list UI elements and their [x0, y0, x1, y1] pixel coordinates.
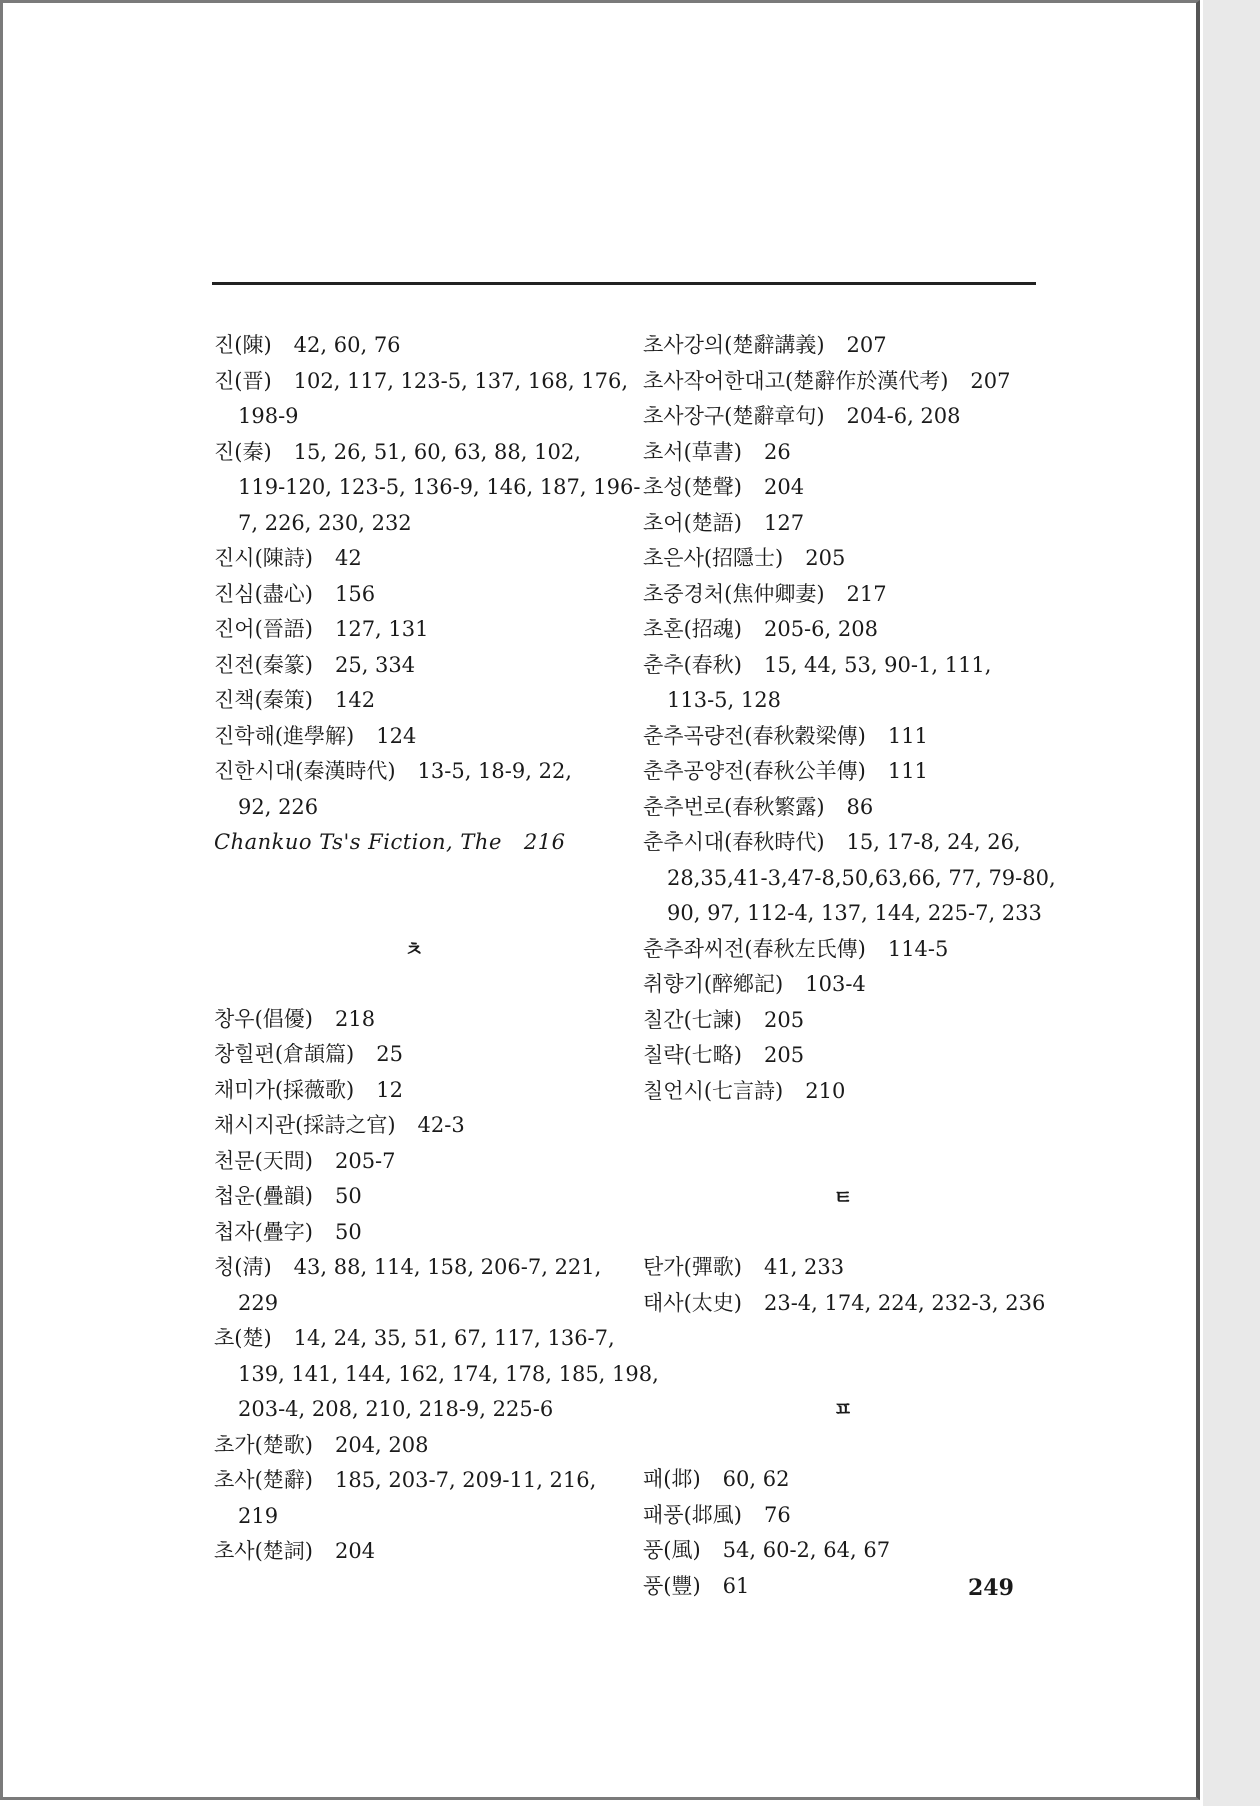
index-pages: 50 [334, 1184, 362, 1208]
index-entry [214, 1215, 614, 1251]
index-entry [214, 683, 614, 719]
index-term: 칠언시(七言詩) [643, 1078, 784, 1103]
entries-ch [214, 1002, 659, 1570]
index-pages: 205 [763, 1007, 805, 1032]
index-entry [214, 1250, 614, 1286]
index-entry [214, 825, 614, 861]
index-term: 진학해(進學解) [214, 723, 355, 748]
index-term: 진어(晉語) [214, 617, 313, 641]
index-term: 진전(秦篆) [214, 652, 313, 677]
index-pages: 217 [846, 581, 887, 606]
index-term: 춘추공양전(春秋公羊傳) [643, 759, 866, 783]
index-pages: 204, 208 [334, 1432, 429, 1457]
index-entry [643, 754, 1043, 790]
index-pages-continuation: 28,35,41-3,47-8,50,63,66, 77, 79-80, [667, 865, 1056, 890]
index-term: 춘추시대(春秋時代) [643, 830, 825, 854]
index-pages: 210 [805, 1078, 846, 1103]
index-pages: 204 [763, 475, 805, 499]
index-entry [643, 1003, 1043, 1039]
index-pages: 111 [887, 759, 928, 783]
index-pages: 156 [334, 581, 376, 606]
index-term: 칠간(七諫) [643, 1007, 742, 1032]
index-entry [643, 719, 1043, 755]
index-pages: 13-5, 18-9, 22, [417, 759, 572, 783]
index-pages: 127 [763, 510, 805, 535]
index-column-right [643, 328, 1056, 1604]
index-term: 진한시대(秦漢時代) [214, 759, 396, 783]
index-entry [214, 1002, 614, 1038]
index-entry [643, 1286, 1046, 1322]
index-entry [643, 648, 1043, 684]
index-entry [214, 1108, 614, 1144]
index-pages: 60, 62 [722, 1467, 790, 1491]
index-term: 창힐편(倉頡篇) [214, 1042, 355, 1066]
index-entry [643, 577, 1043, 613]
index-term: 초서(草書) [643, 439, 742, 464]
index-pages: 207 [970, 368, 1011, 393]
index-entry [214, 435, 614, 471]
index-pages: 54, 60-2, 64, 67 [722, 1538, 891, 1562]
index-term: 초중경처(焦仲卿妻) [643, 581, 825, 606]
index-pages: 205-7 [334, 1148, 396, 1173]
index-term: 춘추번로(春秋繁露) [643, 794, 825, 819]
index-term: 패(邶) [643, 1467, 701, 1491]
index-term: 초(楚) [214, 1326, 272, 1350]
index-pages: 15, 44, 53, 90-1, 111, [763, 652, 992, 677]
index-pages-continuation: 203-4, 208, 210, 218-9, 225-6 [238, 1397, 554, 1421]
index-pages: 127, 131 [334, 617, 429, 641]
index-term: 초어(楚語) [643, 510, 742, 535]
index-pages-continuation: 92, 226 [238, 794, 319, 819]
section-heading: ㅊ [404, 936, 424, 961]
index-pages: 111 [887, 723, 928, 748]
index-term: 춘추곡량전(春秋穀梁傳) [643, 723, 866, 748]
index-entry [214, 1179, 614, 1215]
index-pages: 42 [334, 546, 362, 570]
entries-jin [214, 328, 641, 825]
index-term: 춘추좌씨전(春秋左氏傳) [643, 936, 866, 961]
index-pages: 204 [334, 1539, 376, 1563]
index-term: 초은사(招隱士) [643, 546, 784, 570]
index-pages: 114-5 [887, 936, 949, 961]
index-column-left [214, 328, 659, 1570]
index-entry [643, 364, 1043, 400]
index-entry [643, 1533, 1043, 1569]
index-entry [214, 1073, 614, 1109]
index-pages: 76 [763, 1502, 791, 1527]
index-term: 초사(楚辭) [214, 1468, 313, 1492]
index-term: Chankuo Ts's Fiction, The [214, 830, 502, 854]
index-pages-continuation: 198-9 [238, 404, 299, 428]
index-term: 초사장구(楚辭章句) [643, 404, 825, 428]
index-pages: 42-3 [417, 1113, 465, 1137]
index-term: 진심(盡心) [214, 581, 313, 606]
index-pages: 205-6, 208 [763, 617, 878, 641]
index-term: 풍(豐) [643, 1573, 701, 1598]
index-pages: 142 [334, 688, 376, 712]
section-heading: ㅌ [833, 1185, 853, 1209]
index-entry [643, 1498, 1043, 1534]
index-entry [643, 790, 1043, 826]
index-pages: 50 [334, 1219, 362, 1244]
index-term: 초성(楚聲) [643, 475, 742, 499]
index-entry [214, 1321, 614, 1357]
index-pages: 205 [763, 1043, 805, 1067]
index-pages: 86 [846, 794, 874, 819]
index-pages: 26 [763, 439, 791, 464]
index-pages: 103-4 [805, 972, 866, 996]
index-entry [643, 1462, 1043, 1498]
index-term: 취향기(醉鄕記) [643, 972, 784, 996]
index-term: 진시(陳詩) [214, 546, 313, 570]
index-entry [214, 1428, 614, 1464]
index-pages: 185, 203-7, 209-11, 216, [334, 1468, 597, 1492]
index-pages: 204-6, 208 [846, 404, 961, 428]
index-pages: 43, 88, 114, 158, 206-7, 221, [293, 1255, 602, 1279]
index-term: 초사강의(楚辭講義) [643, 333, 825, 357]
index-entry [214, 328, 614, 364]
index-pages: 102, 117, 123-5, 137, 168, 176, [293, 368, 629, 393]
index-entry [643, 399, 1043, 435]
index-pages: 42, 60, 76 [293, 333, 401, 357]
index-entry [643, 328, 1043, 364]
index-pages: 207 [846, 333, 887, 357]
index-entry [643, 932, 1043, 968]
index-entry [214, 577, 614, 613]
index-entry [214, 719, 614, 755]
index-term: 탄가(彈歌) [643, 1255, 742, 1279]
index-pages-continuation: 113-5, 128 [667, 688, 781, 712]
index-pages-continuation: 219 [238, 1503, 279, 1528]
index-term: 태사(太史) [643, 1290, 742, 1315]
index-term: 첩자(疊字) [214, 1219, 313, 1244]
index-term: 채미가(採薇歌) [214, 1077, 355, 1102]
index-entry [643, 1074, 1043, 1110]
section-heading: ㅍ [833, 1397, 853, 1421]
index-pages: 41, 233 [763, 1255, 845, 1279]
index-pages-continuation: 90, 97, 112-4, 137, 144, 225-7, 233 [667, 901, 1042, 925]
entries-cho [643, 328, 1056, 1109]
index-term: 초사작어한대고(楚辭作於漢代考) [643, 368, 949, 393]
index-term: 칠략(七略) [643, 1043, 742, 1067]
index-entry [643, 435, 1043, 471]
index-term: 청(淸) [214, 1255, 272, 1279]
index-entry [214, 612, 614, 648]
entries-t [643, 1250, 1046, 1321]
index-entry [643, 470, 1043, 506]
index-entry [643, 506, 1043, 542]
index-term: 초혼(招魂) [643, 617, 742, 641]
index-entry [214, 364, 629, 400]
index-entry [643, 967, 1043, 1003]
index-entry [214, 648, 614, 684]
index-pages: 61 [722, 1573, 750, 1598]
index-pages: 12 [376, 1077, 403, 1102]
index-entry [643, 825, 1043, 861]
index-pages: 25, 334 [334, 652, 416, 677]
index-entry [214, 1144, 614, 1180]
index-entry [214, 754, 614, 790]
index-pages-continuation: 229 [238, 1290, 279, 1315]
index-pages-continuation: 119-120, 123-5, 136-9, 146, 187, 196- [238, 475, 641, 499]
index-pages: 216 [523, 830, 566, 854]
index-entry [643, 1250, 1043, 1286]
index-entry [643, 1038, 1043, 1074]
index-term: 초가(楚歌) [214, 1432, 313, 1457]
index-term: 천문(天問) [214, 1148, 313, 1173]
viewer-margin [1203, 0, 1260, 1806]
index-entry [643, 541, 1043, 577]
index-pages-continuation: 7, 226, 230, 232 [238, 510, 412, 535]
index-term: 진(晋) [214, 368, 272, 393]
index-term: 초사(楚詞) [214, 1539, 313, 1563]
index-entry [643, 612, 1043, 648]
index-pages: 218 [334, 1006, 376, 1031]
index-term: 첩운(疊韻) [214, 1184, 313, 1208]
index-pages-continuation: 139, 141, 144, 162, 174, 178, 185, 198, [238, 1361, 659, 1386]
header-rule [212, 282, 1036, 285]
index-pages: 15, 17-8, 24, 26, [846, 830, 1021, 854]
index-term: 춘추(春秋) [643, 652, 742, 677]
index-term: 채시지관(採詩之官) [214, 1113, 396, 1137]
index-term: 패풍(邶風) [643, 1502, 742, 1527]
index-entry [214, 1037, 614, 1073]
index-term: 진(陳) [214, 333, 272, 357]
index-pages: 15, 26, 51, 60, 63, 88, 102, [293, 439, 581, 464]
index-term: 진(秦) [214, 439, 272, 464]
index-pages: 23-4, 174, 224, 232-3, 236 [763, 1290, 1046, 1315]
page-number: 249 [968, 1575, 1014, 1601]
index-entry [214, 541, 614, 577]
index-pages: 25 [376, 1042, 403, 1066]
index-pages: 205 [805, 546, 846, 570]
index-term: 풍(風) [643, 1538, 701, 1562]
index-entry [214, 1534, 614, 1570]
index-term: 창우(倡優) [214, 1006, 313, 1031]
index-entry [214, 1463, 614, 1499]
index-pages: 124 [376, 723, 417, 748]
index-term: 진책(秦策) [214, 688, 313, 712]
index-pages: 14, 24, 35, 51, 67, 117, 136-7, [293, 1326, 615, 1350]
